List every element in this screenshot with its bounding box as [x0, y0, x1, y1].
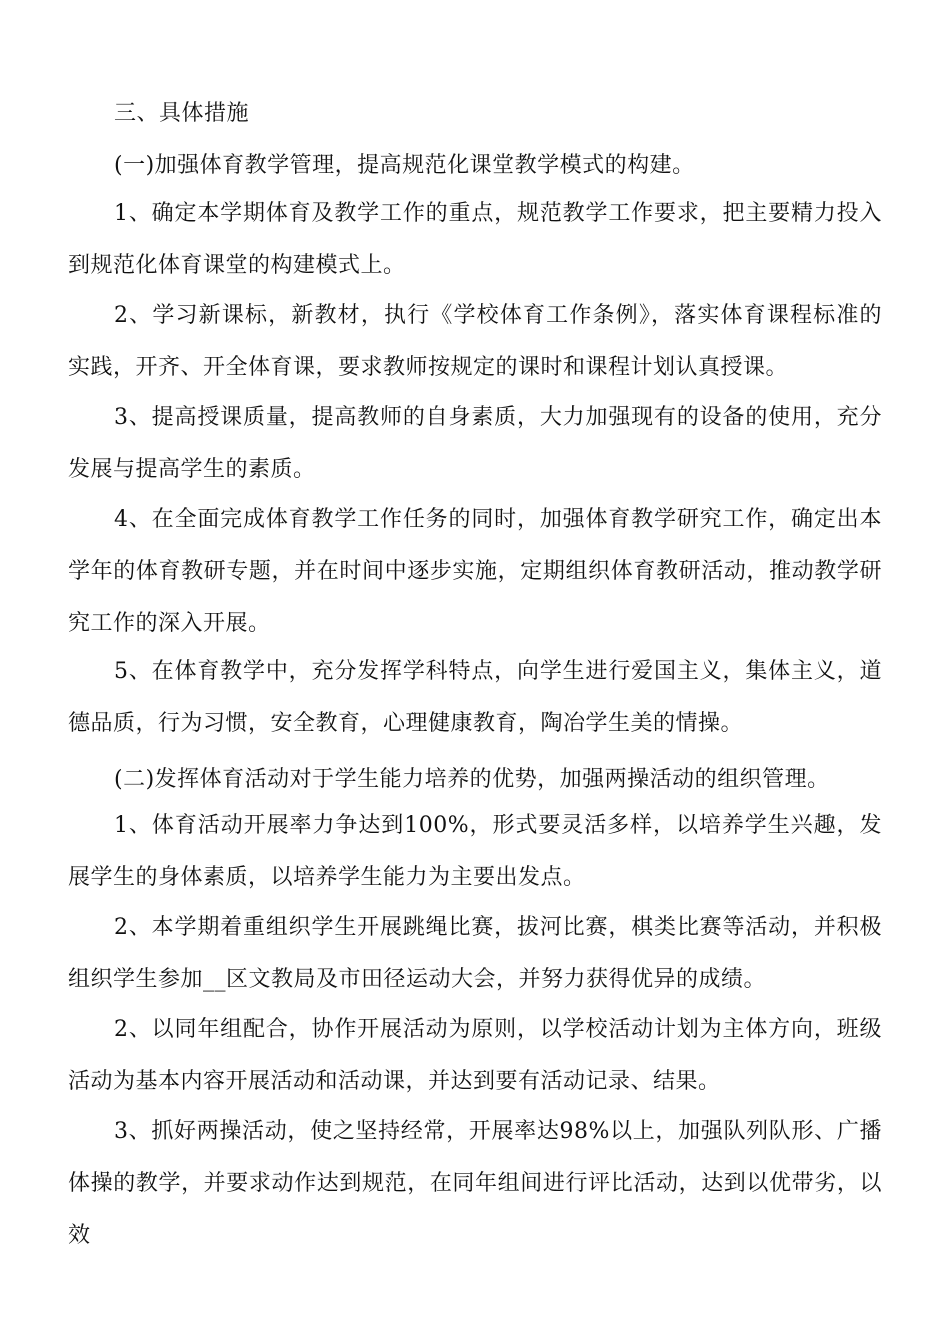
paragraph-2-3: 2、以同年组配合，协作开展活动为原则，以学校活动计划为主体方向，班级活动为基本内容开展活动和活动课，并达到要有活动记录、结果。 — [68, 1017, 882, 1094]
paragraph-2-2: 2、本学期着重组织学生开展跳绳比赛，拔河比赛，棋类比赛等活动，并积极组织学生参加__区文教局及市田径运动大会，并努力获得优异的成绩。 — [68, 915, 882, 992]
paragraph-1-2: 2、学习新课标，新教材，执行《学校体育工作条例》，落实体育课程标准的实践，开齐、开全体育课，要求教师按规定的课时和课程计划认真授课。 — [68, 303, 882, 380]
subsection-heading-1: (一)加强体育教学管理，提高规范化课堂教学模式的构建。 — [114, 153, 695, 178]
paragraph-1-4: 4、在全面完成体育教学工作任务的同时，加强体育教学研究工作，确定出本学年的体育教研专题，并在时间中逐步实施，定期组织体育教研活动，推动教学研究工作的深入开展。 — [68, 507, 882, 636]
section-title: 三、具体措施 — [114, 101, 250, 126]
paragraph-1-1: 1、确定本学期体育及教学工作的重点，规范教学工作要求，把主要精力投入到规范化体育课堂的构建模式上。 — [68, 201, 882, 278]
subsection-heading-2: (二)发挥体育活动对于学生能力培养的优势，加强两操活动的组织管理。 — [114, 767, 830, 792]
paragraph-2-1: 1、体育活动开展率力争达到100%，形式要灵活多样，以培养学生兴趣，发展学生的身体素质，以培养学生能力为主要出发点。 — [68, 813, 882, 890]
paragraph-1-5: 5、在体育教学中，充分发挥学科特点，向学生进行爱国主义，集体主义，道德品质，行为习惯，安全教育，心理健康教育，陶冶学生美的情操。 — [68, 659, 882, 736]
paragraph-1-3: 3、提高授课质量，提高教师的自身素质，大力加强现有的设备的使用，充分发展与提高学生的素质。 — [68, 405, 882, 482]
paragraph-2-4: 3、抓好两操活动，使之坚持经常，开展率达98%以上，加强队列队形、广播体操的教学，并要求动作达到规范，在同年组间进行评比活动，达到以优带劣，以效 — [68, 1119, 882, 1248]
